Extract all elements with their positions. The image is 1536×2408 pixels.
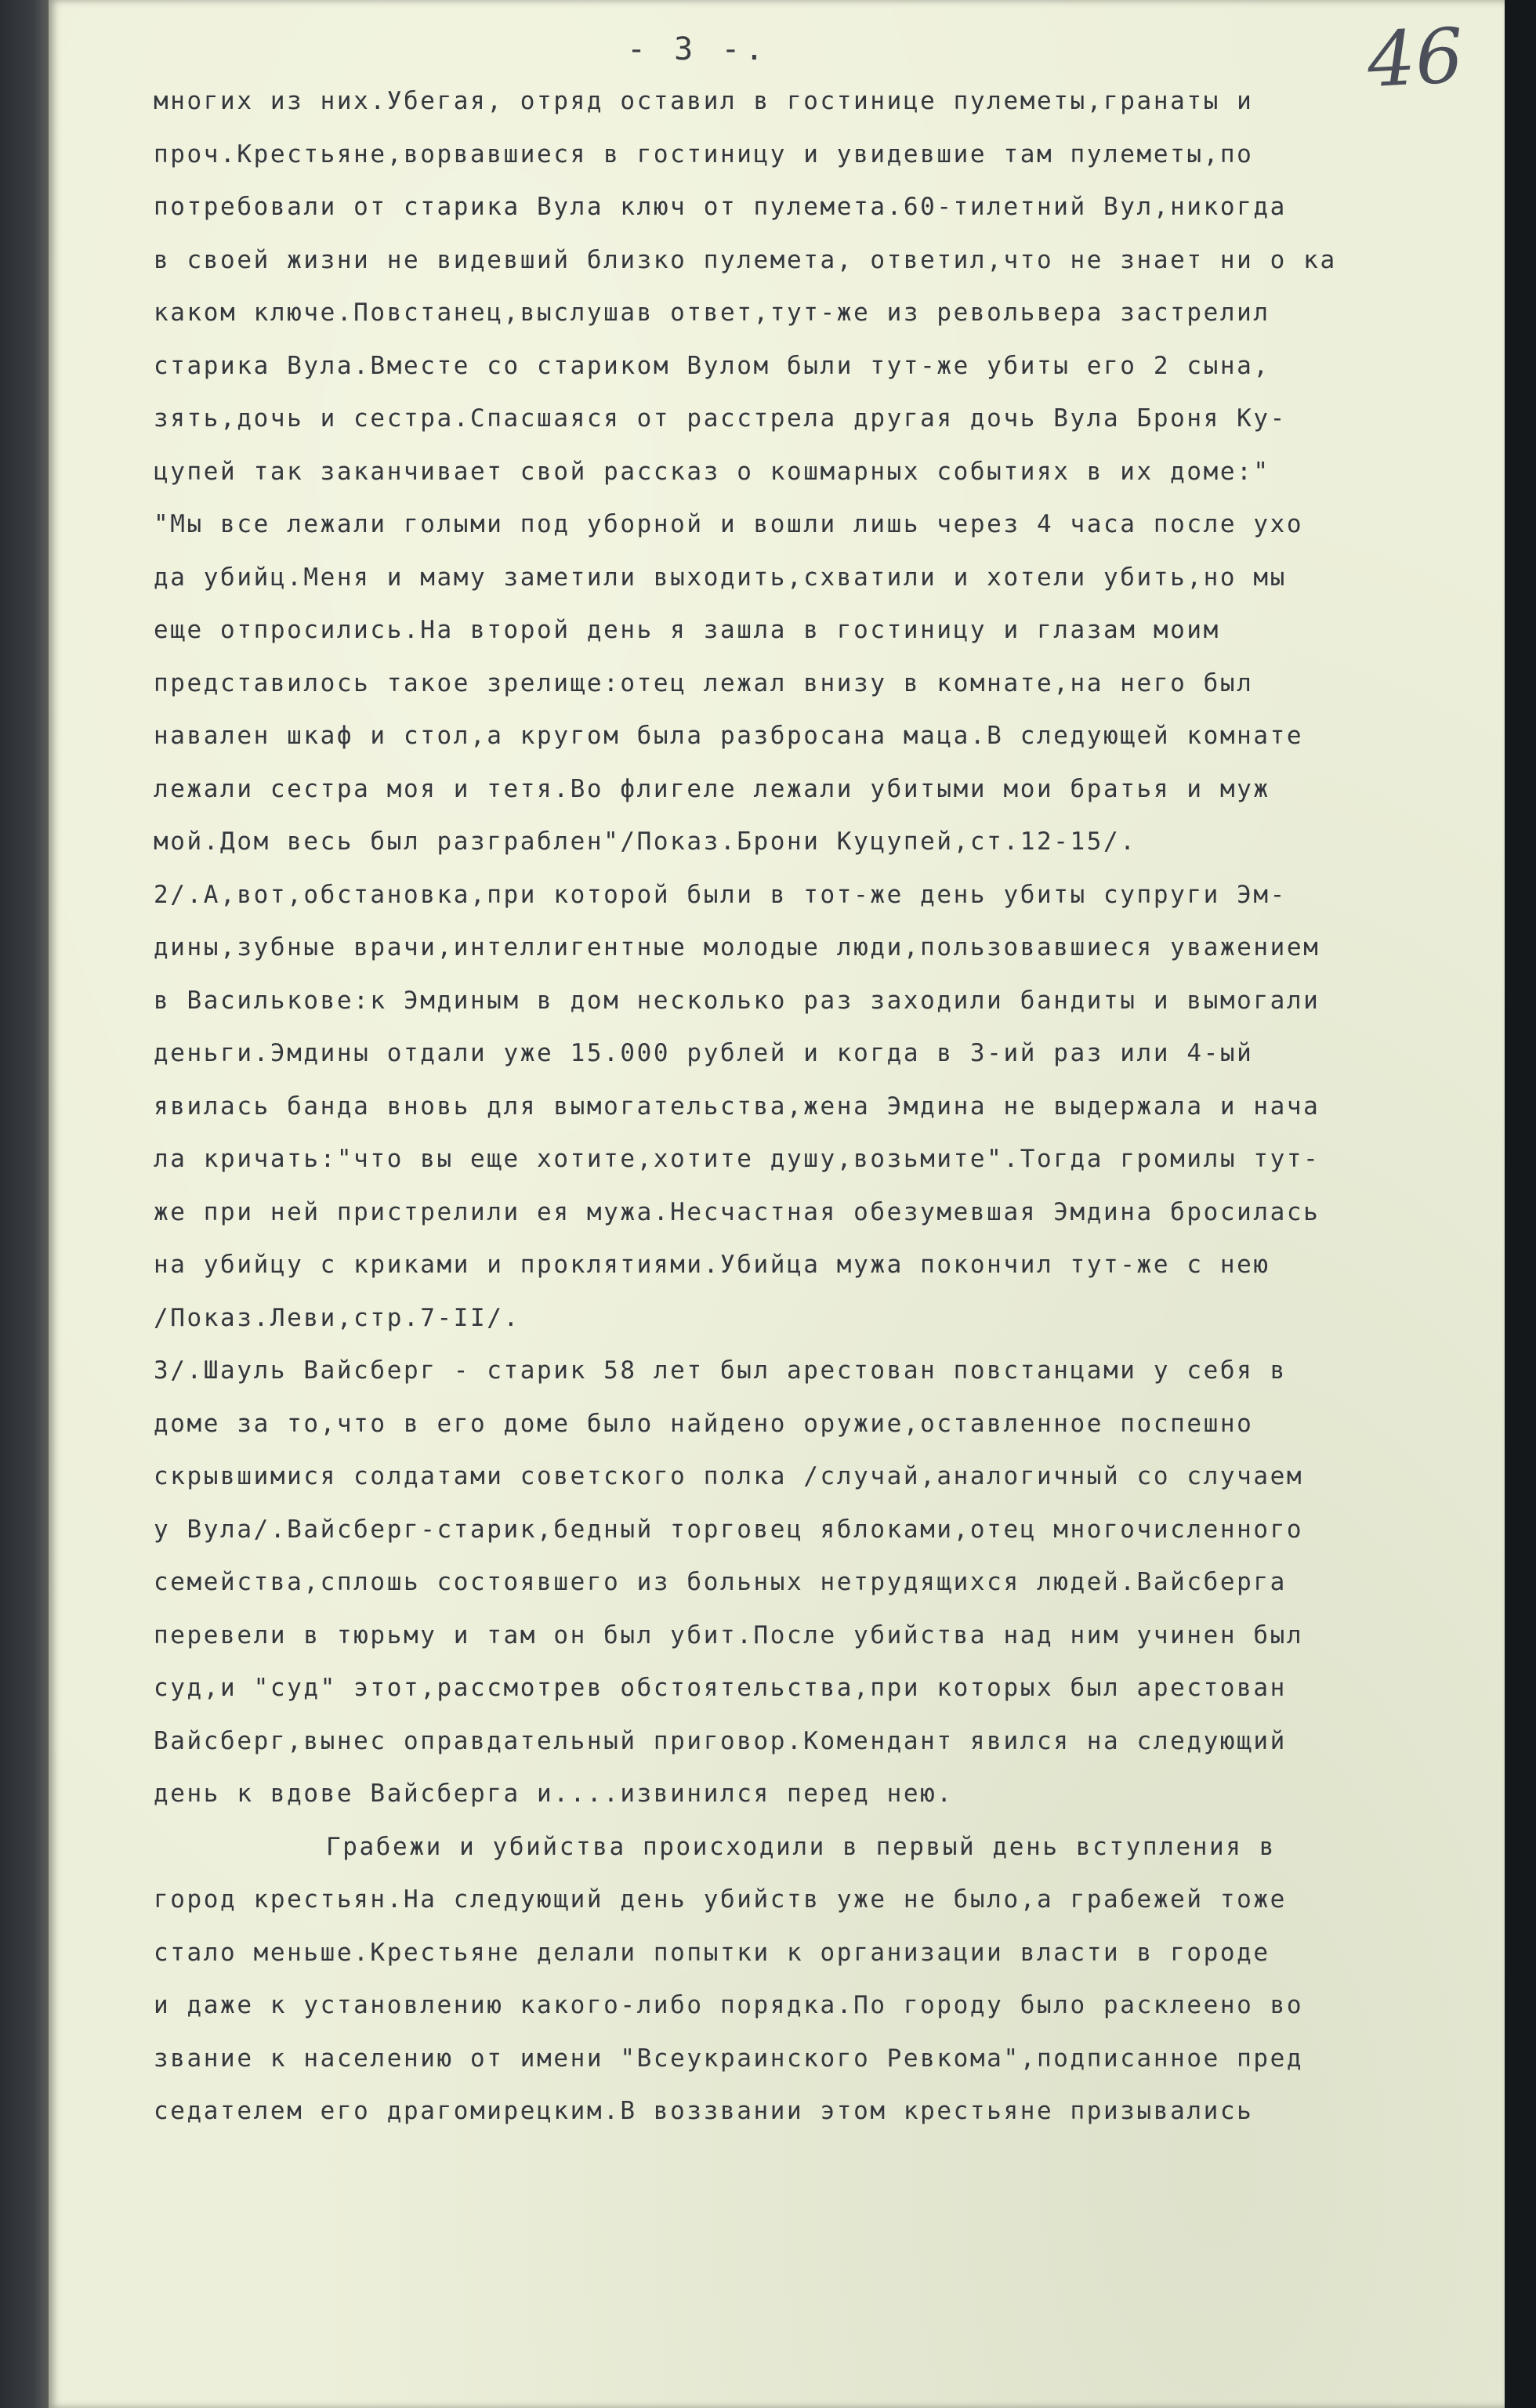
text-line: еще отпросились.На второй день я зашла в гостиницу и глазам моим	[154, 616, 1220, 644]
text-line: 3/.Шауль Вайсберг - старик 58 лет был арестован повстанцами у себя в	[154, 1356, 1287, 1385]
text-line: суд,и "суд" этот,рассмотрев обстоятельства,при которых был арестован	[154, 1674, 1287, 1702]
text-line: город крестьян.На следующий день убийств уже не было,а грабежей тоже	[154, 1885, 1287, 1914]
text-line: явилась банда вновь для вымогательства,жена Эмдина не выдержала и нача	[154, 1092, 1320, 1121]
text-line: мой.Дом весь был разграблен"/Показ.Брони Куцупей,ст.12-15/.	[154, 827, 1137, 856]
text-line: стало меньше.Крестьяне делали попытки к организации власти в городе	[154, 1938, 1270, 1967]
text-line: лежали сестра моя и тетя.Во флигеле лежали убитыми мои братья и муж	[154, 774, 1270, 803]
text-line: день к вдове Вайсберга и....извинился перед нею.	[154, 1780, 954, 1808]
text-line: скрывшимися солдатами советского полка /случай,аналогичный со случаем	[154, 1462, 1304, 1490]
text-line: 2/.А,вот,обстановка,при которой были в тот-же день убиты супруги Эм-	[154, 880, 1287, 909]
text-line: семейства,сплошь состоявшего из больных нетрудящихся людей.Вайсберга	[154, 1568, 1287, 1596]
text-line: ла кричать:"что вы еще хотите,хотите душу,возьмите".Тогда громилы тут-	[154, 1145, 1320, 1173]
text-line: потребовали от старика Вула ключ от пулемета.60-тилетний Вул,никогда	[154, 193, 1287, 221]
text-line: и даже к установлению какого-либо порядка.По городу было расклеено во	[154, 1991, 1304, 2019]
text-line: доме за то,что в его доме было найдено оружие,оставленное поспешно	[154, 1409, 1254, 1438]
text-line: "Мы все лежали голыми под уборной и вошли лишь через 4 часа после ухо	[154, 510, 1304, 538]
page-number: - 3 -.	[627, 31, 769, 67]
text-line: перевели в тюрьму и там он был убит.После убийства над ним учинен был	[154, 1620, 1304, 1649]
text-line: у Вула/.Вайсберг-старик,бедный торговец яблоками,отец многочисленного	[154, 1515, 1304, 1544]
text-line: каком ключе.Повстанец,выслушав ответ,тут-же из револьвера застрелил	[154, 299, 1270, 327]
text-line: многих из них.Убегая, отряд оставил в гостинице пулеметы,гранаты и	[154, 87, 1254, 115]
text-line: навален шкаф и стол,а кругом была разбросана маца.В следующей комнате	[154, 722, 1304, 750]
text-line: в Василькове:к Эмдиным в дом несколько раз заходили бандиты и вымогали	[154, 986, 1320, 1015]
handwritten-folio-number: 46	[1365, 11, 1466, 105]
text-line: седателем его драгомирецким.В воззвании этом крестьяне призывались	[154, 2097, 1254, 2125]
text-line: старика Вула.Вместе со стариком Вулом были тут-же убиты его 2 сына,	[154, 351, 1270, 380]
text-line: звание к населению от имени "Всеукраинского Ревкома",подписанное пред	[154, 2044, 1304, 2073]
text-line: цупей так заканчивает свой рассказ о кошмарных событиях в их доме:"	[154, 457, 1270, 486]
text-line: в своей жизни не видевший близко пулемета, ответил,что не знает ни о ка	[154, 245, 1337, 274]
scan-right-edge	[1505, 0, 1536, 2408]
text-line: зять,дочь и сестра.Спасшаяся от расстрела другая дочь Вула Броня Ку-	[154, 404, 1287, 433]
text-line: проч.Крестьяне,ворвавшиеся в гостиницу и увидевшие там пулеметы,по	[154, 139, 1254, 168]
text-line: да убийц.Меня и маму заметили выходить,схватили и хотели убить,но мы	[154, 563, 1287, 592]
document-body	[154, 75, 1498, 2138]
text-line: же при ней пристрелили ея мужа.Несчастная обезумевшая Эмдина бросилась	[154, 1197, 1320, 1226]
text-line: деньги.Эмдины отдали уже 15.000 рублей и когда в 3-ий раз или 4-ый	[154, 1039, 1254, 1067]
text-line: Вайсберг,вынес оправдательный приговор.Комендант явился на следующий	[154, 1726, 1287, 1755]
text-line: дины,зубные врачи,интеллигентные молодые люди,пользовавшиеся уважением	[154, 933, 1320, 961]
paragraph-first-line: Грабежи и убийства происходили в первый день вступления в	[326, 1832, 1277, 1861]
text-line: на убийцу с криками и проклятиями.Убийца мужа покончил тут-же с нею	[154, 1251, 1270, 1279]
text-line: представилось такое зрелище:отец лежал внизу в комнате,на него был	[154, 668, 1254, 697]
text-line: /Показ.Леви,стр.7-II/.	[154, 1303, 520, 1332]
